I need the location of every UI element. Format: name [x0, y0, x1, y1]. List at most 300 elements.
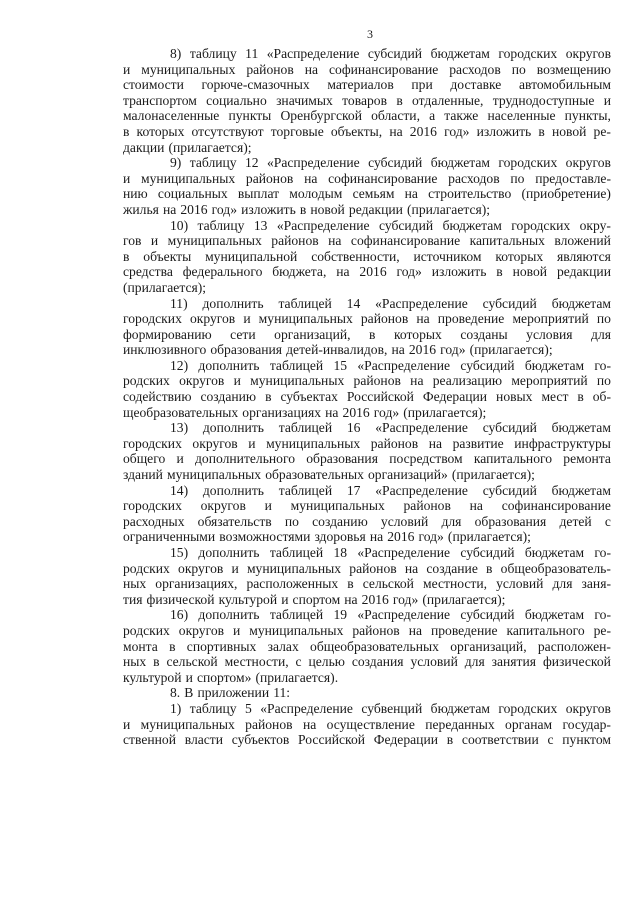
word: субсидий	[482, 420, 537, 436]
word: 5	[245, 700, 252, 716]
word: го-	[594, 545, 611, 560]
word: образования	[210, 342, 283, 358]
text-line	[123, 233, 611, 249]
text-line	[123, 327, 611, 343]
word: редакции	[348, 201, 403, 217]
word: софинансирование	[328, 170, 438, 186]
word: (прилагается);	[469, 342, 553, 358]
word: соответствии	[461, 732, 539, 748]
word: муниципальных	[167, 233, 262, 249]
word: мест	[541, 389, 569, 405]
word: муниципальных	[141, 61, 236, 77]
word: на	[428, 435, 443, 451]
word: с	[604, 513, 611, 529]
word: 2016	[180, 201, 208, 217]
text-line	[123, 701, 611, 717]
word: районов	[360, 311, 409, 327]
word: 2016	[409, 123, 437, 139]
word: «Распределение	[260, 700, 353, 716]
word: округов	[565, 46, 611, 61]
word: 15)	[170, 545, 189, 560]
word: для	[591, 326, 611, 342]
word: капитальных	[469, 233, 545, 249]
word: инклюзивного	[123, 342, 207, 358]
word: семьям	[352, 186, 395, 202]
word: детей-инвалидов,	[286, 342, 388, 358]
word: 17	[346, 482, 361, 498]
word: с	[547, 732, 554, 748]
word: ре-	[593, 123, 611, 139]
word: детей	[559, 513, 592, 529]
text-line	[123, 623, 611, 639]
word: жилья	[123, 201, 159, 217]
word: муниципальных	[166, 467, 262, 483]
word: об-	[592, 389, 611, 405]
word: которых	[393, 326, 442, 342]
word: дополнить	[202, 420, 264, 436]
word: товаров	[342, 92, 387, 108]
word: муниципальных	[140, 716, 235, 732]
word: софинансирование	[329, 61, 439, 77]
word: залах	[267, 638, 299, 654]
word: 18	[333, 545, 348, 560]
word: таблицу	[189, 46, 237, 61]
word: общего	[123, 451, 166, 467]
word: обязательств	[197, 513, 272, 529]
word: 11	[245, 46, 259, 61]
word: «Распределение	[375, 420, 468, 436]
word: на	[344, 591, 358, 607]
word: муниципальной	[205, 248, 298, 264]
word: районов	[246, 61, 294, 77]
word: источником	[413, 248, 482, 264]
word: «Распределение	[276, 217, 370, 233]
word: 12	[245, 155, 259, 171]
word: муниципальных	[141, 170, 236, 186]
word: новых	[496, 389, 533, 405]
word: родских	[123, 622, 170, 638]
word: власти	[184, 732, 224, 748]
word: субсидий	[460, 607, 515, 623]
word: физической	[146, 591, 215, 607]
word: условий	[380, 513, 429, 529]
text-line	[123, 373, 611, 389]
word: созданы	[460, 326, 508, 342]
word: капитального	[473, 451, 553, 467]
text-line	[123, 639, 611, 655]
word: монта	[123, 638, 158, 654]
word: городских	[498, 155, 558, 171]
text-line	[123, 93, 611, 109]
word: таблицу	[189, 155, 237, 171]
word: органам	[505, 716, 553, 732]
word: объекты	[143, 248, 192, 264]
text-line	[123, 545, 611, 561]
text-line	[123, 108, 611, 124]
text-line	[123, 280, 611, 296]
page-number: 3	[367, 27, 373, 41]
word: субсидий	[368, 155, 423, 171]
word: по	[284, 513, 299, 529]
word: предоставле-	[535, 170, 611, 186]
word: районов	[403, 498, 451, 514]
word: в	[347, 576, 354, 592]
word: субсидий	[482, 295, 537, 311]
word: в	[123, 123, 130, 139]
word: объекты,	[330, 123, 383, 139]
text-line	[123, 670, 611, 686]
word: организаций,	[450, 638, 527, 654]
word: и	[603, 92, 611, 108]
word: в	[446, 732, 454, 748]
word: «Распределение	[375, 482, 468, 498]
word: районов	[352, 622, 400, 638]
word: здоровья	[314, 529, 366, 545]
word: Федерации	[422, 389, 488, 405]
word: при	[411, 77, 433, 93]
word: го-	[594, 607, 611, 623]
text-line	[123, 467, 611, 483]
word: спортом	[292, 591, 341, 607]
text-line	[123, 592, 611, 608]
text-line	[123, 124, 611, 140]
word: на	[389, 123, 403, 139]
word: районов	[353, 373, 401, 389]
word: в	[486, 560, 493, 576]
word: таблицей	[278, 295, 332, 311]
word: субъектах	[280, 389, 338, 405]
word: спортивных	[186, 638, 257, 654]
word: и	[243, 311, 251, 327]
word: культурой	[123, 669, 182, 685]
word: муниципальных	[249, 622, 344, 638]
word: районов	[370, 435, 419, 451]
word: горюче-смазочных	[201, 77, 310, 93]
word: на	[302, 716, 317, 732]
word: формированию	[123, 326, 212, 342]
word: труднодоступные	[492, 92, 595, 108]
word: для	[464, 654, 485, 670]
word: 2016	[361, 591, 389, 607]
word: год»	[418, 529, 444, 545]
word: бюджета,	[272, 264, 327, 280]
text-line	[123, 171, 611, 187]
word: собственности,	[311, 248, 400, 264]
word: на	[408, 622, 422, 638]
word: которых	[495, 248, 544, 264]
word: в	[299, 201, 307, 217]
word: пункты	[228, 108, 272, 124]
word: 19	[333, 607, 348, 623]
word: социальных	[157, 186, 228, 202]
word: бюджетам	[524, 357, 585, 373]
word: ремонта	[563, 451, 611, 467]
word: таблицей	[278, 420, 333, 436]
word: приложении	[197, 685, 270, 701]
word: условий	[410, 654, 458, 670]
word: по	[511, 61, 526, 77]
word: дополнить	[198, 545, 260, 560]
word: субсидий	[460, 545, 515, 560]
word: округов	[179, 373, 225, 389]
word: новой	[512, 264, 548, 280]
word: городских	[123, 311, 182, 327]
word: целью	[308, 654, 345, 670]
word: субсидий	[482, 482, 537, 498]
word: организациях	[242, 404, 322, 420]
word: таблицу	[189, 700, 237, 716]
word: средства	[123, 264, 173, 280]
word: расходов	[448, 170, 500, 186]
word: 14	[346, 295, 361, 311]
word: развитие	[452, 435, 504, 451]
word: дополнить	[202, 482, 264, 498]
word: дополнить	[198, 357, 260, 373]
word: 13)	[170, 420, 189, 436]
word: таблицей	[269, 357, 324, 373]
word: районов	[245, 716, 293, 732]
word: округов	[565, 700, 611, 716]
document-body	[123, 46, 611, 748]
word: районов	[349, 560, 397, 576]
text-line	[123, 732, 611, 748]
word: муниципальных	[250, 373, 345, 389]
word: субсидий	[378, 217, 434, 233]
word: 16	[346, 420, 361, 436]
word: выплат	[237, 186, 280, 202]
word: на	[336, 264, 350, 280]
word: условий	[496, 576, 544, 592]
text-line	[123, 389, 611, 405]
word: городских	[498, 700, 558, 716]
word: окру-	[579, 217, 611, 233]
word: заня-	[581, 576, 611, 592]
word: созданию	[312, 513, 368, 529]
word: инфраструктуры	[514, 435, 611, 451]
word: округов	[189, 311, 236, 327]
word: организациях,	[155, 576, 238, 592]
word: в	[265, 389, 272, 405]
word: переданных	[425, 716, 495, 732]
word: 12)	[170, 357, 189, 373]
text-line	[123, 46, 611, 62]
word: мероприятий	[511, 373, 588, 389]
word: содействию	[123, 389, 192, 405]
word: городских	[498, 46, 558, 61]
word: дополнительного	[195, 451, 296, 467]
word: сельской	[166, 654, 218, 670]
word: по	[596, 373, 611, 389]
word: отдаленные,	[412, 92, 484, 108]
text-line	[123, 342, 611, 358]
word: (прилагается);	[403, 404, 487, 420]
word: сельской	[362, 576, 414, 592]
word: физической	[542, 654, 611, 670]
word: для	[552, 576, 573, 592]
word: «Распределение	[357, 357, 451, 373]
word: изложить	[476, 123, 532, 139]
word: в	[496, 264, 503, 280]
word: год»	[392, 591, 419, 607]
word: (прилагается).	[255, 669, 339, 685]
word: и	[176, 451, 184, 467]
word: для	[441, 513, 462, 529]
text-line	[123, 576, 611, 592]
word: возможностями	[219, 529, 311, 545]
word: с	[295, 654, 302, 670]
word: округов	[178, 560, 224, 576]
word: (прилагается);	[407, 201, 491, 217]
word: сети	[230, 326, 256, 342]
word: го-	[594, 357, 611, 373]
word: округов	[178, 622, 225, 638]
word: год»	[396, 264, 422, 280]
text-line	[123, 140, 611, 156]
word: районов	[245, 170, 294, 186]
word: городских	[511, 217, 571, 233]
word: городских	[123, 435, 182, 451]
word: муниципальных	[258, 311, 353, 327]
word: В	[184, 685, 194, 701]
word: бюджетам	[551, 482, 611, 498]
word: изложить	[241, 201, 296, 217]
word: «Распределение	[357, 607, 451, 623]
word: образовательных	[265, 467, 364, 483]
word: местности,	[224, 654, 289, 670]
word: и	[123, 716, 131, 732]
text-line	[123, 561, 611, 577]
text-line	[123, 77, 611, 93]
text-line	[123, 186, 611, 202]
text-line	[123, 685, 611, 701]
word: 8.	[170, 685, 181, 701]
text-line	[123, 436, 611, 452]
word: а	[429, 108, 436, 124]
word: на	[404, 560, 419, 576]
word: редакции	[556, 264, 611, 280]
word: ных	[123, 654, 147, 670]
word: на	[162, 201, 177, 217]
word: ре-	[593, 622, 611, 638]
word: малонаселенные	[123, 108, 220, 124]
word: торговые	[270, 123, 324, 139]
text-line	[123, 654, 611, 670]
word: капитального	[506, 622, 585, 638]
word: материалов	[327, 77, 394, 93]
word: проведение	[430, 622, 498, 638]
word: также	[444, 108, 479, 124]
word: субъектов	[231, 732, 290, 748]
word: которых	[136, 123, 185, 139]
word: софинансирование	[501, 498, 611, 514]
word: 10)	[170, 217, 189, 233]
word: занятия	[491, 654, 537, 670]
word: расположенных	[246, 576, 339, 592]
word: мероприятий	[512, 311, 589, 327]
word: проведение	[437, 311, 505, 327]
text-line	[123, 405, 611, 421]
text-line	[123, 498, 611, 514]
word: организаций,	[274, 326, 351, 342]
word: таблицей	[269, 545, 324, 560]
text-line	[123, 218, 611, 234]
text-line	[123, 358, 611, 374]
word: округов	[200, 498, 246, 514]
word: организаций»	[367, 467, 448, 483]
word: бюджетам	[430, 155, 490, 171]
word: федерального	[182, 264, 263, 280]
word: образования	[474, 513, 547, 529]
word: расположен-	[537, 638, 611, 654]
word: в	[538, 123, 545, 139]
word: ственной	[123, 732, 176, 748]
word: округов	[192, 435, 238, 451]
word: 9)	[170, 155, 182, 171]
word: осуществление	[326, 716, 415, 732]
word: строительство	[428, 186, 512, 202]
word: изложить	[431, 264, 487, 280]
word: значимых	[276, 92, 333, 108]
word: (прилагается);	[123, 279, 207, 295]
word: гов	[123, 233, 142, 249]
word: общеобразовательных	[310, 638, 439, 654]
word: Оренбургской	[280, 108, 362, 124]
word: посредством	[389, 451, 463, 467]
word: бюджетам	[524, 607, 585, 623]
word: 2016	[408, 342, 437, 358]
word: «Распределение	[266, 46, 360, 61]
word: бюджетам	[430, 46, 490, 61]
text-line	[123, 483, 611, 499]
word: (прилагается);	[168, 139, 252, 155]
word: расходных	[123, 513, 185, 529]
word: условия	[526, 326, 573, 342]
word: дакции	[123, 139, 165, 155]
word: новой	[551, 123, 587, 139]
word: в	[369, 326, 376, 342]
word: год»	[211, 201, 237, 217]
word: являются	[557, 248, 611, 264]
word: на	[328, 233, 342, 249]
word: на	[469, 498, 483, 514]
word: и	[248, 435, 256, 451]
word: ограниченными	[123, 529, 216, 545]
word: 2016	[359, 264, 387, 280]
word: муниципальных	[266, 435, 361, 451]
word: спортом»	[196, 669, 252, 685]
word: бюджетам	[551, 420, 611, 436]
word: районов	[271, 233, 319, 249]
text-line	[123, 311, 611, 327]
word: пункты,	[564, 108, 611, 124]
text-line	[123, 717, 611, 733]
word: и	[233, 373, 241, 389]
word: на	[325, 404, 339, 420]
word: 2016	[387, 529, 415, 545]
word: населенные	[487, 108, 556, 124]
word: субвенций	[361, 700, 423, 716]
word: родских	[123, 373, 170, 389]
word: Федерации	[373, 732, 438, 748]
text-line	[123, 451, 611, 467]
word: городских	[123, 498, 182, 514]
word: пунктом	[562, 732, 611, 748]
word: 15	[333, 357, 348, 373]
text-line	[123, 264, 611, 280]
text-line	[123, 62, 611, 78]
word: автомобильным	[518, 77, 611, 93]
word: в	[169, 638, 176, 654]
